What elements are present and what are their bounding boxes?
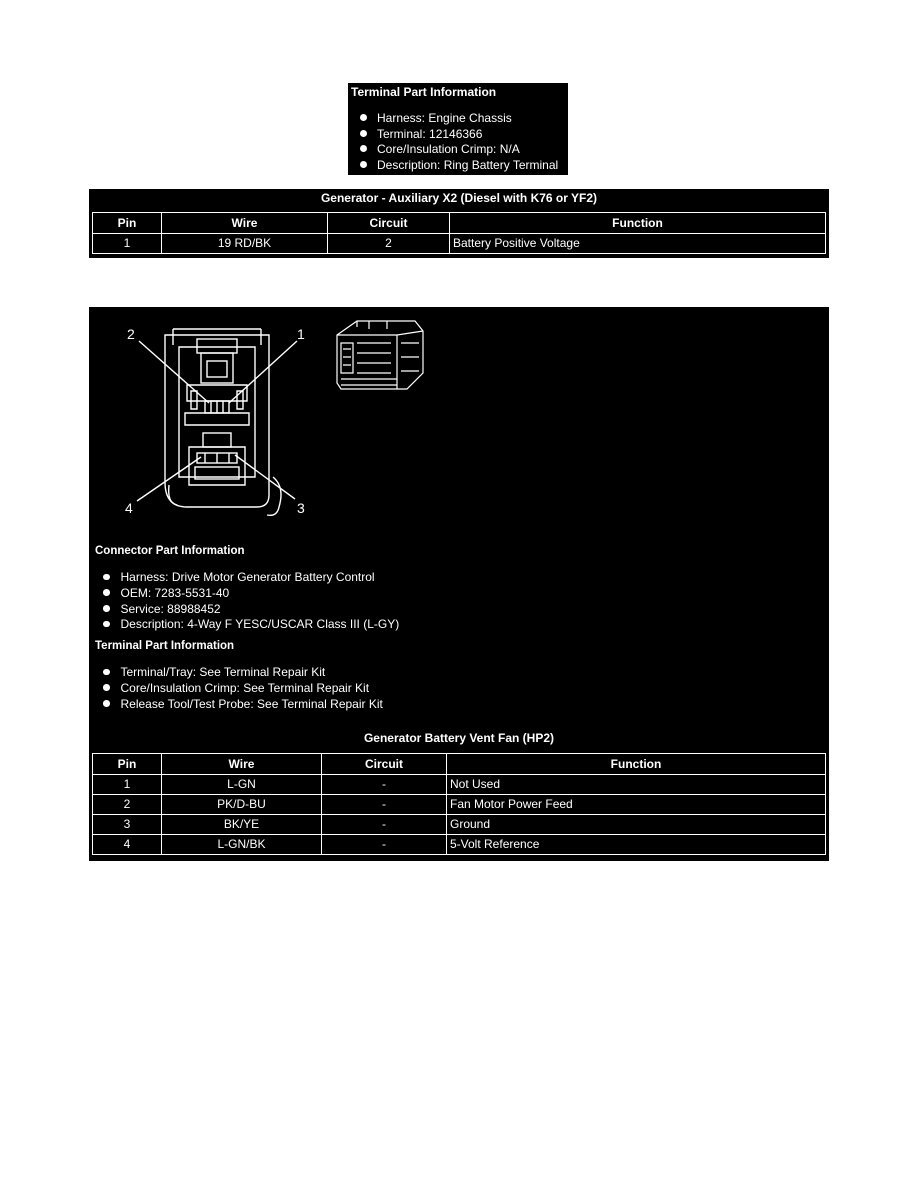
- bullet-icon: [103, 574, 110, 581]
- column-header-function: Function: [447, 754, 826, 775]
- connector-info-list: [103, 570, 399, 633]
- list-item: Core/Insulation Crimp: See Terminal Repair Kit: [103, 681, 383, 697]
- cell-circuit: -: [322, 775, 447, 795]
- column-header-wire: Wire: [162, 213, 328, 234]
- column-header-wire: Wire: [162, 754, 322, 775]
- terminal-info-title: Terminal Part Information: [95, 640, 235, 652]
- column-header-circuit: Circuit: [328, 213, 450, 234]
- table-row: [93, 815, 826, 835]
- bullet-icon: [360, 114, 367, 121]
- terminal-info-title: Terminal Part Information: [351, 85, 497, 99]
- list-item: Harness: Engine Chassis: [360, 111, 558, 127]
- table-row: [93, 234, 826, 254]
- list-item: Terminal: 12146366: [360, 127, 558, 143]
- cell-function: Not Used: [447, 775, 826, 795]
- terminal-info-list: [360, 111, 558, 173]
- cell-wire: L-GN: [162, 775, 322, 795]
- bullet-icon: [103, 589, 110, 596]
- generator-auxiliary-table-panel: [89, 189, 829, 258]
- cell-pin: 1: [93, 775, 162, 795]
- cell-wire: 19 RD/BK: [162, 234, 328, 254]
- cell-function: Ground: [447, 815, 826, 835]
- table-row: [93, 835, 826, 855]
- bullet-icon: [103, 684, 110, 691]
- pin-table: [92, 753, 826, 855]
- cell-function: Fan Motor Power Feed: [447, 795, 826, 815]
- cell-wire: BK/YE: [162, 815, 322, 835]
- cell-pin: 2: [93, 795, 162, 815]
- list-item: Terminal/Tray: See Terminal Repair Kit: [103, 665, 383, 681]
- pin-label-4: 4: [125, 500, 133, 516]
- table-header-row: [93, 213, 826, 234]
- table-caption: Generator Battery Vent Fan (HP2): [363, 731, 555, 745]
- bullet-icon: [103, 700, 110, 707]
- pin-label-1: 1: [297, 326, 305, 342]
- list-item: Core/Insulation Crimp: N/A: [360, 142, 558, 158]
- bullet-icon: [360, 130, 367, 137]
- bullet-icon: [103, 621, 110, 628]
- cell-function: 5-Volt Reference: [447, 835, 826, 855]
- cell-pin: 3: [93, 815, 162, 835]
- list-item: Release Tool/Test Probe: See Terminal Repair Kit: [103, 697, 383, 713]
- cell-circuit: -: [322, 795, 447, 815]
- cell-pin: 4: [93, 835, 162, 855]
- cell-wire: PK/D-BU: [162, 795, 322, 815]
- cell-circuit: 2: [328, 234, 450, 254]
- bullet-icon: [360, 145, 367, 152]
- column-header-pin: Pin: [93, 213, 162, 234]
- table-row: [93, 795, 826, 815]
- bullet-icon: [103, 669, 110, 676]
- list-item: Harness: Drive Motor Generator Battery Control: [103, 570, 399, 586]
- connector-panel: [89, 307, 829, 861]
- pin-table: [92, 212, 826, 254]
- pin-label-2: 2: [127, 326, 135, 342]
- column-header-pin: Pin: [93, 754, 162, 775]
- table-caption: Generator - Auxiliary X2 (Diesel with K76 or YF2): [320, 191, 598, 205]
- terminal-info-list: [103, 665, 383, 712]
- table-row: [93, 775, 826, 795]
- terminal-info-box: [348, 83, 568, 175]
- list-item: OEM: 7283-5531-40: [103, 586, 399, 602]
- cell-wire: L-GN/BK: [162, 835, 322, 855]
- list-item: Service: 88988452: [103, 602, 399, 618]
- connector-face-diagram: [117, 317, 317, 517]
- cell-pin: 1: [93, 234, 162, 254]
- list-item: Description: Ring Battery Terminal: [360, 158, 558, 174]
- cell-circuit: -: [322, 815, 447, 835]
- cell-function: Battery Positive Voltage: [450, 234, 826, 254]
- table-header-row: [93, 754, 826, 775]
- list-item: Description: 4-Way F YESC/USCAR Class III (L-GY): [103, 617, 399, 633]
- pin-label-3: 3: [297, 500, 305, 516]
- column-header-circuit: Circuit: [322, 754, 447, 775]
- bullet-icon: [103, 605, 110, 612]
- connector-info-title: Connector Part Information: [95, 545, 245, 557]
- bullet-icon: [360, 161, 367, 168]
- cell-circuit: -: [322, 835, 447, 855]
- connector-isometric-illustration: [327, 313, 437, 393]
- column-header-function: Function: [450, 213, 826, 234]
